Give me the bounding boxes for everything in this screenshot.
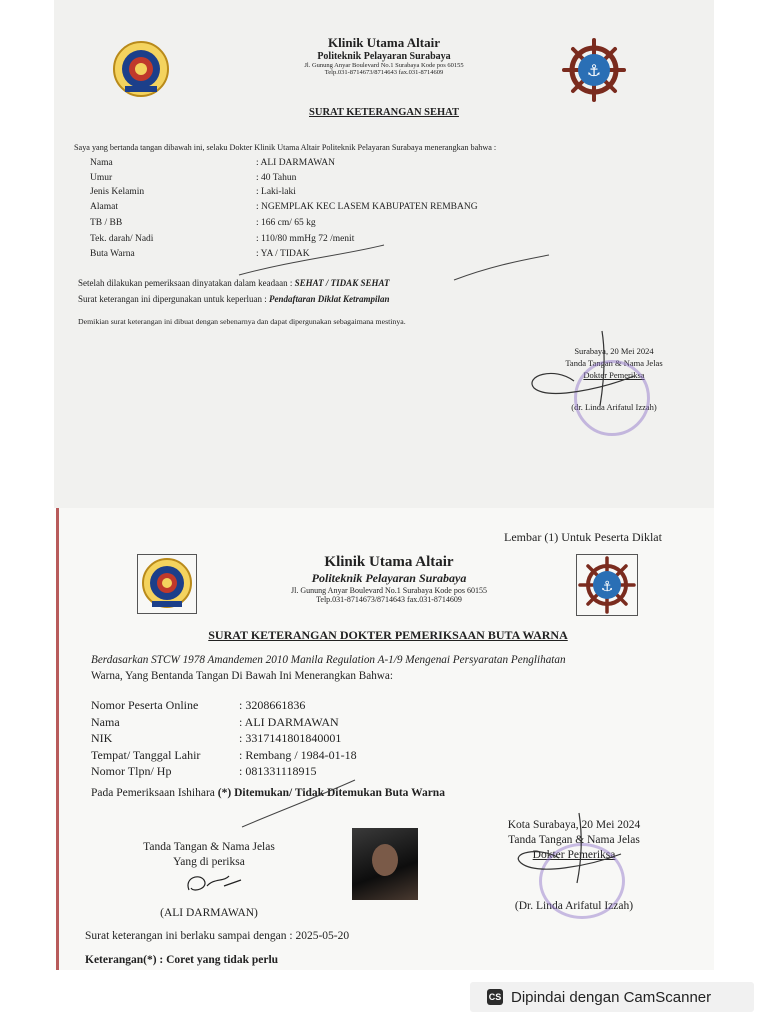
field-label-phone: Nomor Tlpn/ Hp xyxy=(91,764,172,778)
place-date: Surabaya, 20 Mei 2024 xyxy=(574,346,654,356)
patient-photo xyxy=(352,828,418,900)
field-value-address: : NGEMPLAK KEC LASEM KABUPATEN REMBANG xyxy=(256,202,478,212)
left-sign-caption: Tanda Tangan & Nama Jelas xyxy=(143,841,275,853)
field-label-gender: Jenis Kelamin xyxy=(90,187,145,197)
intro-text: Saya yang bertanda tangan dibawah ini, selaku Dokter Klinik Utama Altair Politeknik Pelayaran Surabaya menerangkan bahwa : xyxy=(74,143,497,152)
camscanner-badge xyxy=(470,982,754,1012)
doctor-name: (dr. Linda Arifatul Izzah) xyxy=(571,402,657,412)
color-blindness-certificate xyxy=(56,508,714,970)
field-label-birth: Tempat/ Tanggal Lahir xyxy=(91,748,201,762)
field-label-blood-pressure: Tek. darah/ Nadi xyxy=(90,234,154,244)
sign-caption: Tanda Tangan & Nama Jelas xyxy=(565,358,663,368)
field-label-participant-number: Nomor Peserta Online xyxy=(91,698,199,712)
clinic-name: Klinik Utama Altair xyxy=(324,554,454,570)
field-label-color-blind: Buta Warna xyxy=(90,249,135,259)
exam-prefix: Setelah dilakukan pemeriksaan dinyatakan dalam keadaan : xyxy=(78,278,293,288)
svg-text:⚓: ⚓ xyxy=(600,579,614,595)
left-sign-role: Yang di periksa xyxy=(173,856,245,868)
intro-line-2: Warna, Yang Bentanda Tangan Di Bawah Ini Menerangkan Bahwa: xyxy=(91,670,393,682)
institution-name: Politeknik Pelayaran Surabaya xyxy=(311,571,467,585)
strikethrough-mark-icon xyxy=(234,215,554,285)
valid-until: Surat keterangan ini berlaku sampai dengan : 2025-05-20 xyxy=(85,930,350,942)
ishihara-result: (*) Ditemukan/ Tidak Ditemukan Buta Warna xyxy=(217,787,445,799)
patient-signature-icon xyxy=(179,868,249,898)
clinic-address: Jl. Gunung Anyar Boulevard No.1 Surabaya Kode pos 60155 xyxy=(304,62,464,69)
field-label-nik: NIK xyxy=(91,731,113,745)
purpose-value: Pendaftaran Diklat Ketrampilan xyxy=(269,294,390,304)
field-value-color-blind: : YA / TIDAK xyxy=(256,249,310,259)
document-title: SURAT KETERANGAN SEHAT xyxy=(309,107,459,118)
purpose-prefix: Surat keterangan ini dipergunakan untuk keperluan : xyxy=(78,294,267,304)
institution-name: Politeknik Pelayaran Surabaya xyxy=(317,51,451,62)
clinic-address: Jl. Gunung Anyar Boulevard No.1 Surabaya Kode pos 60155 xyxy=(291,586,487,595)
ishihara-prefix: Pada Pemeriksaan Ishihara xyxy=(91,787,215,799)
clinic-phone: Telp.031-8714673/8714643 fax.031-8714609 xyxy=(324,69,444,76)
strikethrough-mark-icon xyxy=(237,772,357,832)
field-value-participant-number: : 3208661836 xyxy=(239,698,306,712)
clinic-name: Klinik Utama Altair xyxy=(328,35,440,50)
ship-wheel-logo-icon xyxy=(562,38,626,102)
field-label-name: Nama xyxy=(90,158,113,168)
purpose-statement xyxy=(78,294,390,304)
polytechnic-logo-icon xyxy=(137,554,197,614)
doctor-signature-icon xyxy=(499,808,639,888)
field-label-height-weight: TB / BB xyxy=(90,218,123,228)
doctor-signature-icon xyxy=(514,326,654,416)
sheet-note: Lembar (1) Untuk Peserta Diklat xyxy=(504,530,662,544)
closing-text: Demikian surat keterangan ini dibuat dengan sebenarnya dan dapat dipergunakan sebagaimana mestinya. xyxy=(78,317,406,326)
field-value-blood-pressure: : 110/80 mmHg 72 /menit xyxy=(256,234,355,244)
document-title: SURAT KETERANGAN DOKTER PEMERIKSAAN BUTA WARNA xyxy=(208,628,568,642)
field-label-age: Umur xyxy=(90,173,113,183)
health-certificate xyxy=(54,0,714,508)
field-value-height-weight: : 166 cm/ 65 kg xyxy=(256,218,316,228)
ship-wheel-logo-icon xyxy=(576,554,638,616)
clinic-phone: Telp.031-8714673/8714643 fax.031-8714609 xyxy=(316,595,462,604)
note-label: Keterangan(*) : Coret yang tidak perlu xyxy=(85,954,279,966)
field-label-address: Alamat xyxy=(90,202,118,212)
sign-role: Dokter Pemeriksa xyxy=(583,370,645,380)
field-value-nik: : 3317141801840001 xyxy=(239,731,342,745)
right-sign-caption: Tanda Tangan & Nama Jelas xyxy=(508,834,640,846)
field-value-gender: : Laki-laki xyxy=(256,187,296,197)
field-value-age: : 40 Tahun xyxy=(256,173,297,183)
camscanner-icon: CS xyxy=(487,989,503,1005)
field-value-birth: : Rembang / 1984-01-18 xyxy=(239,748,357,762)
patient-name: (ALI DARMAWAN) xyxy=(160,907,258,919)
intro-line-1: Berdasarkan STCW 1978 Amandemen 2010 Manila Regulation A-1/9 Mengenai Persyaratan Penglihatan xyxy=(91,654,566,666)
field-value-phone: : 081331118915 xyxy=(239,764,317,778)
exam-result: SEHAT / TIDAK SEHAT xyxy=(294,278,390,288)
field-value-name: : ALI DARMAWAN xyxy=(256,158,335,168)
svg-text:⚓: ⚓ xyxy=(586,61,602,80)
place-date: Kota Surabaya, 20 Mei 2024 xyxy=(507,819,641,831)
camscanner-text: Dipindai dengan CamScanner xyxy=(511,988,712,1006)
field-value-name: : ALI DARMAWAN xyxy=(239,715,339,729)
doctor-name: (Dr. Linda Arifatul Izzah) xyxy=(514,900,634,912)
field-label-name: Nama xyxy=(91,715,120,729)
right-sign-role: Dokter Pemeriksa xyxy=(532,849,616,861)
polytechnic-logo-icon xyxy=(112,40,170,98)
